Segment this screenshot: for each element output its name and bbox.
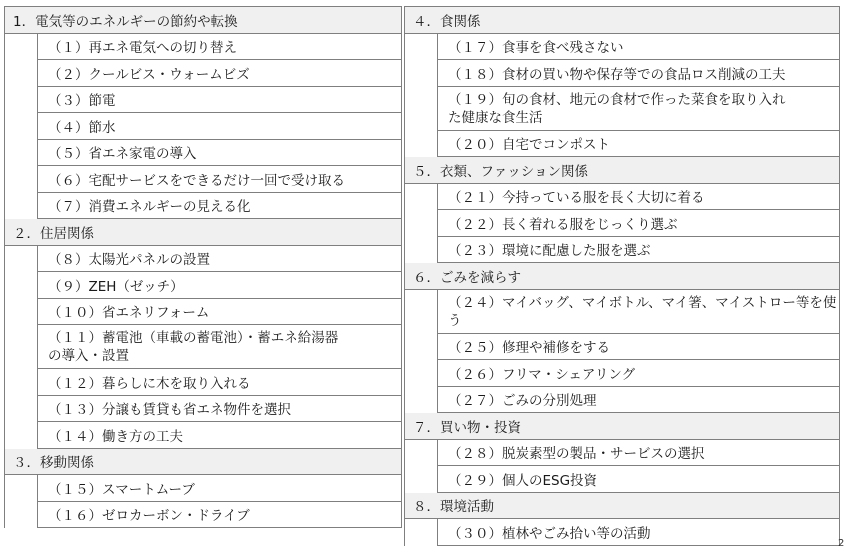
action-item-label: （２４）マイバッグ、マイボトル、マイ箸、マイストロー等を使 う [448,294,837,329]
action-item-label: （４）節水 [48,119,116,136]
action-item [37,396,401,423]
action-item-label: （１３）分譲も賃貸も省エネ物件を選択 [48,402,291,419]
action-item-label: （２）クールビス・ウォームビズ [48,66,250,83]
action-item-label: （２２）長く着れる服をじっくり選ぶ [448,216,678,233]
action-item [437,184,839,211]
action-item-label: （１８）食材の買い物や保存等での食品ロス削減の工夫 [448,66,786,83]
category-header [5,449,401,476]
category-header [5,7,401,34]
action-item [37,272,401,299]
action-item [37,60,401,87]
action-item-label: （１２）暮らしに木を取り入れる [48,375,251,392]
action-item [37,369,401,396]
action-item-label: （２８）脱炭素型の製品・サービスの選択 [448,446,705,463]
action-item [37,299,401,326]
category-title: ２．住居関係 [13,225,94,242]
category-header [405,157,839,184]
action-item [437,60,839,87]
action-item [37,475,401,502]
action-item-label: （７）消費エネルギーの見える化 [48,199,251,216]
action-item-label: （８）太陽光パネルの設置 [48,252,210,269]
left-action-table [4,6,402,528]
action-item-label: （１７）食事を食べ残さない [448,40,624,57]
category-header [405,263,839,290]
category-title: ７．買い物・投資 [413,419,521,436]
action-item [37,422,401,449]
action-item [37,140,401,167]
action-item-label: （５）省エネ家電の導入 [48,146,197,163]
category-header [405,7,839,34]
action-item-label: （１９）旬の食材、地元の食材で作った菜食を取り入れ た健康な食生活 [448,91,786,126]
category-header [405,493,839,520]
action-item-label: （２７）ごみの分別処理 [448,393,597,410]
action-item-label: （１１）蓄電池（車載の蓄電池）・蓄エネ給湯器 の導入・設置 [48,330,339,364]
action-item-label: （３０）植林やごみ拾い等の活動 [448,525,651,542]
action-item [37,246,401,273]
action-item-label: （１４）働き方の工夫 [48,428,183,445]
action-item [437,87,839,131]
right-column [404,6,840,546]
action-item-label: （２６）フリマ・シェアリング [448,366,636,383]
category-header [5,219,401,246]
action-item [437,519,839,546]
action-item [37,325,401,369]
action-item [37,193,401,220]
category-title: 1．電気等のエネルギーの節約や転換 [13,13,238,30]
right-action-table [404,6,840,546]
action-item [437,387,839,414]
action-item [437,210,839,237]
category-title: ５．衣類、ファッション関係 [413,163,588,180]
action-item [437,334,839,361]
action-item-label: （２５）修理や補修をする [448,340,610,357]
action-item-label: （９）ZEH（ゼッチ） [48,278,184,295]
action-item [437,466,839,493]
action-item-label: （３）節電 [48,93,116,110]
category-title: ６．ごみを減らす [413,269,521,286]
action-item [37,87,401,114]
action-item [437,131,839,158]
category-title: ４．食関係 [413,13,481,30]
action-item-label: （２３）環境に配慮した服を選ぶ [448,243,651,260]
action-item-label: （２０）自宅でコンポスト [448,137,610,154]
page-number: 2 [838,538,845,549]
action-item-label: （６）宅配サービスをできるだけ一回で受け取る [48,172,345,189]
action-item [37,502,401,529]
action-item-label: （１６）ゼロカーボン・ドライブ [48,508,250,525]
left-column [4,6,402,528]
action-item [437,237,839,264]
category-title: ３．移動関係 [13,455,94,472]
category-title: ８．環境活動 [413,499,494,516]
action-item [437,440,839,467]
action-item [37,166,401,193]
category-header [405,413,839,440]
action-item [37,113,401,140]
action-item-label: （１５）スマートムーブ [48,481,195,498]
action-item-label: （１０）省エネリフォーム [48,305,210,322]
action-item-label: （１）再エネ電気への切り替え [48,40,237,57]
action-item [437,360,839,387]
action-item [37,34,401,61]
action-item [437,34,839,61]
action-item [437,290,839,334]
action-item-label: （２１）今持っている服を長く大切に着る [448,190,705,207]
action-item-label: （２９）個人のESG投資 [448,472,598,489]
